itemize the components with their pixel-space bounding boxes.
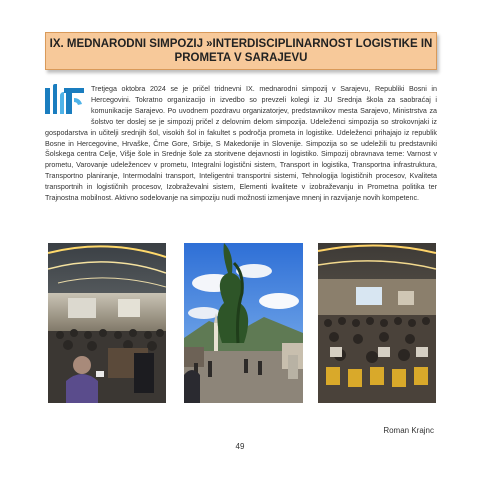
ilt-logo-icon (44, 84, 86, 116)
city-street-photo (184, 243, 303, 403)
conference-hall-photo (48, 243, 166, 403)
author-name: Roman Krajnc (383, 426, 434, 435)
article-body (45, 84, 437, 204)
title-banner (45, 32, 437, 70)
page-title-line-2: PROMETA V SARAJEVU (174, 52, 308, 64)
page-number: 49 (235, 442, 245, 451)
audience-photo (318, 243, 436, 403)
article-body-text: Tretjega oktobra 2024 se je pričel tridnevni IX. mednarodni simpozij v Sarajevu, Republiki Bosni in Hercegovini. Tokratno organizacijo in izvedbo so prevzeli kolegi iz JU Srednja škola za saobraćaj i komunikacije Sarajevo. Po uvodnem pozdravu organizatorjev, predstavnikov mesta Sarajevo, Ministrstva za šolstvo ter doslej se je simpozij pričel z delovnim delom simpozija. Udeleženci simpozija so strokovnjaki iz gospodarstva in učitelji srednjih šol, visokih šol in fakultet s področja prometa in logistike. Udeleženci prihajajo iz republik Bosne in Hercegovine, Hrvaške, Črne Gore, Srbije, S Makedonije in Slovenije. Simpozija so se udeležili tu predstavniki Šolskega centra Celje, Višje šole in Srednje šole za storitvene dejavnosti in logistiko. Simpozij obravnava teme: Varnost v prometu, Varovanje udeležencev v prometu, Integralni logistični sistem, Transport in logistika, Transportna infrastruktura, Transportno planiranje, Intermodalni transport, Inteligentni transportni sistemi, Tehnologija logističnih procesov, Kvaliteta transportnih in logističnih procesov, Izobraževalni sistem, Elementi kvalitete v izobraževanju in Prometna politika ter Trajnostna mobilnost. Aktivno sodelovanje na simpoziju nudi možnosti izmenjave mnenj in razvijanje novih kompetenc. (45, 85, 437, 203)
page-title-line-1: IX. MEDNARODNI SIMPOZIJ »INTERDISCIPLINARNOST LOGISTIKE IN (49, 38, 433, 50)
